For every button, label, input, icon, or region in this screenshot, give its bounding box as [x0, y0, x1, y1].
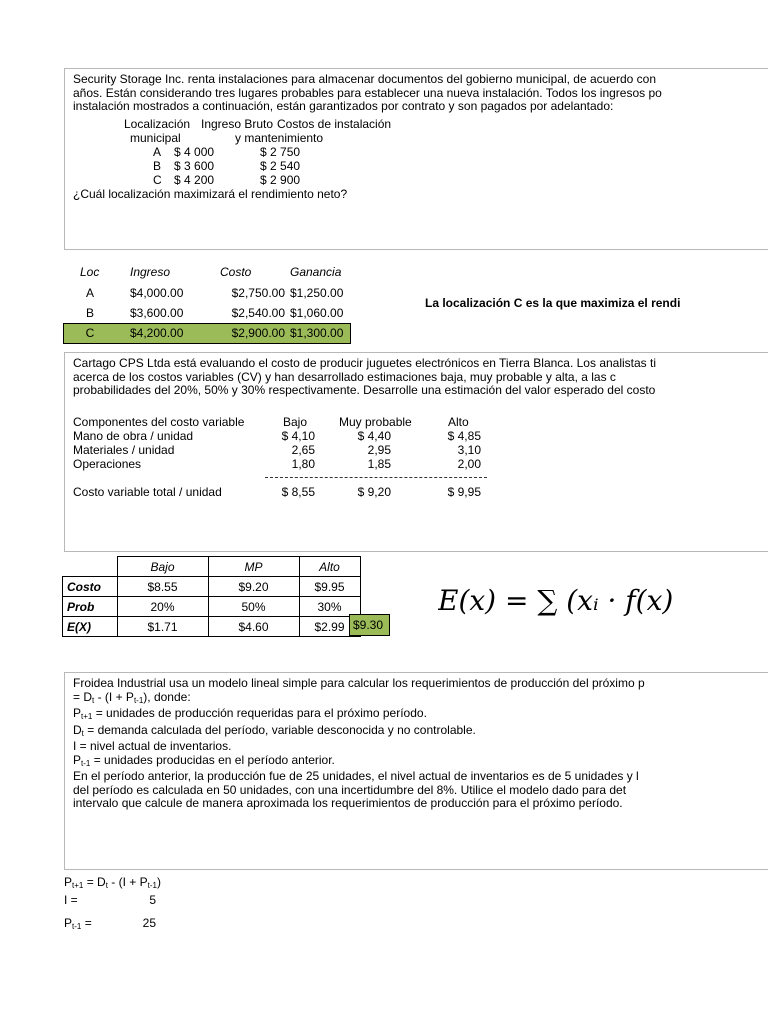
s1-header-costo: Costo	[220, 265, 252, 279]
ev-ex-bajo: $1.71	[117, 617, 208, 637]
problem-3-formula-start: = D	[73, 690, 93, 704]
s1-header-ingreso: Ingreso	[130, 265, 171, 279]
p2-row-1-label: Mano de obra / unidad	[73, 429, 194, 443]
problem-1-box	[64, 68, 768, 250]
ev-row-ex-label: E(X)	[63, 617, 118, 637]
p2-row-3-label: Operaciones	[73, 457, 142, 471]
problem-2-line-3: probabilidades del 20%, 50% y 30% respectivamente. Desarrolle una estimación del valor esperado del costo	[73, 384, 656, 397]
problem-3-formula-end: , donde:	[147, 690, 191, 704]
p1-row-a-ingreso: $ 4 000	[174, 145, 215, 159]
problem-1-text	[73, 73, 768, 114]
problem-1-line-2: años. Están considerando tres lugares probables para establecer una nueva instalación. Todos los ingresos po	[73, 86, 662, 100]
problem-3-def-4-text: = unidades producidas en el período anterior.	[90, 753, 335, 767]
s1-row-b-costo: $2,540.00	[231, 306, 285, 320]
p2-row-2-label: Materiales / unidad	[73, 443, 175, 457]
ev-costo-alto: $9.95	[299, 577, 360, 597]
problem-3-line-last-2: del período es calculada en 50 unidades, con una incertidumbre del 8%. Utilice el modelo dado para det	[73, 783, 627, 797]
p1-header-municipal: municipal	[130, 131, 181, 145]
p1-header-ingreso: Ingreso Bruto	[201, 117, 274, 131]
problem-3-line-1: Froidea Industrial usa un modelo lineal simple para calcular los requerimientos de producción del próximo p	[73, 677, 645, 690]
problem-2-line-1: Cartago CPS Ltda está evaluando el costo de producir juguetes electrónicos en Tierra Blanca. Los analistas ti	[73, 357, 657, 370]
p2-row-2-mp: 2,95	[367, 443, 391, 457]
ev-row-costo-label: Costo	[63, 577, 118, 597]
p1-header-costos: Costos de instalación	[277, 117, 392, 131]
s1-row-a-ingreso: $4,000.00	[130, 286, 184, 300]
problem-1-line-1: Security Storage Inc. renta instalaciones para almacenar documentos del gobierno municipal, de acuerdo con	[73, 73, 657, 86]
ev-ex-alto: $2.99	[299, 617, 360, 637]
p2-header-component: Componentes del costo variable	[73, 415, 245, 429]
s1-row-a-loc: A	[85, 286, 94, 300]
ev-header-bajo: Bajo	[117, 557, 208, 577]
p1-row-c-ingreso: $ 4 200	[174, 173, 215, 187]
s3-formula-p: P	[64, 875, 73, 889]
s1-row-a-ganancia: $1,250.00	[290, 286, 344, 300]
s3-p-letter: P	[64, 916, 73, 930]
problem-3-def-3: I = nivel actual de inventarios.	[73, 740, 232, 753]
ev-prob-alto: 30%	[299, 597, 360, 617]
s1-row-c-costo: $2,900.00	[231, 326, 285, 340]
ev-prob-mp: 50%	[208, 597, 299, 617]
formula-svg	[438, 572, 678, 652]
s1-header-loc: Loc	[80, 265, 100, 279]
p2-row-3-mp: 1,85	[367, 457, 391, 471]
p2-header-alto: Alto	[448, 415, 469, 429]
p1-header-loc: Localización	[124, 117, 191, 131]
problem-3-line-last-3: intervalo que calcule de manera aproximada los requerimientos de producción para el próximo período.	[73, 797, 623, 810]
problem-3-text	[73, 677, 768, 811]
s1-conclusion: La localización C es la que maximiza el rendi	[425, 296, 681, 310]
ev-ex-mp: $4.60	[208, 617, 299, 637]
formula-text: E(x) = ∑ (xᵢ · f(x)	[438, 584, 674, 617]
s3-formula: $P_{t+1} = D_t - (I + P_{t-1})$	[64, 875, 161, 890]
p2-total-label: Costo variable total / unidad	[73, 485, 222, 499]
p1-question: ¿Cuál localización maximizará el rendimiento neto?	[73, 187, 348, 201]
expected-value-table	[62, 556, 361, 637]
s1-row-b-loc: B	[85, 306, 94, 320]
problem-1-line-3: instalación mostrados a continuación, están garantizados por contrato y son pagados por adelantado:	[73, 100, 614, 113]
problem-3-box	[64, 672, 768, 870]
ev-total-cell: $9.30	[349, 614, 390, 636]
problem-3-def-2: $D_t$ = demanda calculada del período, variable desconocida y no controlable.	[73, 723, 476, 738]
problem-3-def-2-text: = demanda calculada del período, variable desconocida y no controlable.	[83, 723, 476, 737]
s1-row-a-costo: $2,750.00	[231, 286, 285, 300]
problem-2-line-2: acerca de los costos variables (CV) y han desarrollado estimaciones baja, muy probable y alta, a las c	[73, 370, 616, 384]
s3-i-label: I =	[64, 893, 78, 907]
s1-row-c-loc: C	[85, 326, 95, 340]
s1-row-b-ingreso: $3,600.00	[130, 306, 184, 320]
p2-row-2-bajo: 2,65	[291, 443, 315, 457]
p2-total-alto: $ 9,95	[447, 485, 481, 499]
p2-row-2-alto: 3,10	[457, 443, 481, 457]
problem-2-box	[64, 352, 768, 552]
corner-cell	[63, 557, 118, 577]
s3-i-value: 5	[149, 893, 156, 907]
p2-row-1-mp: $ 4,40	[357, 429, 391, 443]
p2-total-mp: $ 9,20	[357, 485, 391, 499]
p1-row-c-costo: $ 2 900	[260, 173, 301, 187]
p2-row-3-alto: 2,00	[457, 457, 481, 471]
problem-3-def-1-text: = unidades de producción requeridas para el próximo período.	[92, 707, 427, 720]
s1-row-b-ganancia: $1,060.00	[290, 306, 344, 320]
p1-row-c-loc: C	[153, 173, 162, 187]
p1-row-b-ingreso: $ 3 600	[174, 159, 215, 173]
ev-prob-bajo: 20%	[117, 597, 208, 617]
problem-2-text	[73, 357, 768, 398]
s3-p-label: $P_{t-1}$ =	[64, 916, 92, 931]
p2-total-bajo: $ 8,55	[281, 485, 315, 499]
p2-divider	[265, 477, 487, 478]
ev-costo-mp: $9.20	[208, 577, 299, 597]
p2-row-3-bajo: 1,80	[291, 457, 315, 471]
s1-row-c-ingreso: $4,200.00	[130, 326, 184, 340]
problem-3-def-4: $P_{t-1}$ = unidades producidas en el período anterior.	[73, 753, 335, 768]
p1-row-a-costo: $ 2 750	[260, 145, 301, 159]
expected-value-formula	[438, 572, 678, 660]
p1-row-b-costo: $ 2 540	[260, 159, 301, 173]
s1-row-c-ganancia: $1,300.00	[290, 326, 344, 340]
p2-row-1-alto: $ 4,85	[447, 429, 481, 443]
ev-row-prob-label: Prob	[63, 597, 118, 617]
s1-header-ganancia: Ganancia	[290, 265, 342, 279]
p1-header-mantenimiento: y mantenimiento	[235, 131, 324, 145]
problem-3-def-1: $P_{t+1}$ = unidades de producción requeridas para el próximo período.	[73, 707, 427, 721]
problem-3-line-2: = $D_t - (I + P_{t-1})$, donde:	[73, 690, 191, 705]
p2-row-1-bajo: $ 4,10	[281, 429, 315, 443]
ev-costo-bajo: $8.55	[117, 577, 208, 597]
problem-3-line-last-1: En el período anterior, la producción fue de 25 unidades, el nivel actual de inventarios es de 5 unidades y l	[73, 770, 639, 783]
p1-row-a-loc: A	[153, 145, 162, 159]
ev-header-alto: Alto	[299, 557, 360, 577]
s3-p-value: 25	[142, 916, 156, 930]
p2-header-bajo: Bajo	[283, 415, 308, 429]
p2-header-mp: Muy probable	[339, 415, 412, 429]
p1-row-b-loc: B	[153, 159, 162, 173]
ev-header-mp: MP	[208, 557, 299, 577]
